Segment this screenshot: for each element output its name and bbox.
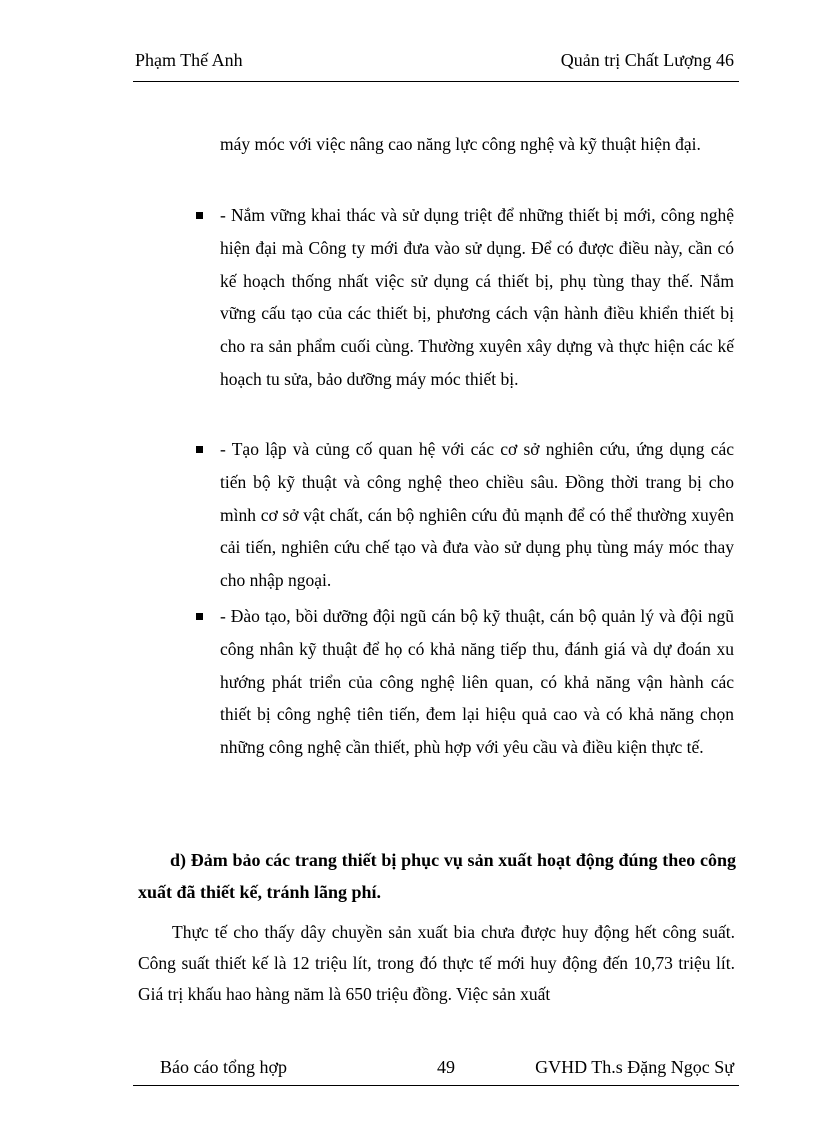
footer-rule [133,1085,739,1086]
bullet-item-2: - Tạo lập và củng cố quan hệ với các cơ sở nghiên cứu, ứng dụng các tiến bộ kỹ thuật và công nghệ theo chiều sâu. Đồng thời trang bị cho mình cơ sở vật chất, cán bộ nghiên cứu đủ mạnh để có thể thường xuyên cải tiến, nghiên cứu chế tạo và đưa vào sử dụng phụ tùng máy móc thay cho nhập ngoại. [220,439,734,591]
bullet-item-3: - Đào tạo, bồi dưỡng đội ngũ cán bộ kỹ thuật, cán bộ quản lý và đội ngũ công nhân kỹ thuật để họ có khả năng tiếp thu, đánh giá và dự đoán xu hướng phát triển của công nghệ liên quan, có khả năng vận hành các thiết bị công nghệ tiên tiến, đem lại hiệu quả cao và có khả năng chọn những công nghệ cần thiết, phù hợp với yêu cầu và điều kiện thực tế. [220,606,734,758]
footer-advisor: GVHD Th.s Đặng Ngọc Sự [535,1057,734,1077]
bullet-item-1: - Nắm vững khai thác và sử dụng triệt để những thiết bị mới, công nghệ hiện đại mà Công ty mới đưa vào sử dụng. Để có được điều này, cần có kế hoạch thống nhất việc sử dụng cá thiết bị, phụ tùng thay thế. Nắm vững cấu tạo của các thiết bị, phương cách vận hành điều khiển thiết bị cho ra sản phẩm cuối cùng. Thường xuyên xây dựng và thực hiện các kế hoạch tu sửa, bảo dưỡng máy móc thiết bị. [220,205,734,389]
body-paragraph: Thực tế cho thấy dây chuyền sản xuất bia chưa được huy động hết công suất. Công suất thiết kế là 12 triệu lít, trong đó thực tế mới huy động đến 10,73 triệu lít. Giá trị khấu hao hàng năm là 650 triệu đồng. Việc sản xuất [138,922,735,1004]
page-number: 49 [437,1057,455,1077]
bullet-square-icon [196,613,203,620]
bullet-square-icon [196,446,203,453]
header-course-title: Quản trị Chất Lượng 46 [560,50,734,70]
footer-report-title: Báo cáo tổng hợp [160,1057,287,1077]
header-author: Phạm Thế Anh [135,50,243,70]
header-rule [133,81,739,82]
bullet-square-icon [196,212,203,219]
section-heading: d) Đảm bảo các trang thiết bị phục vụ sản xuất hoạt động đúng theo công xuất đã thiết kế, tránh lãng phí. [138,850,736,902]
continued-paragraph: máy móc với việc nâng cao năng lực công nghệ và kỹ thuật hiện đại. [220,134,701,154]
